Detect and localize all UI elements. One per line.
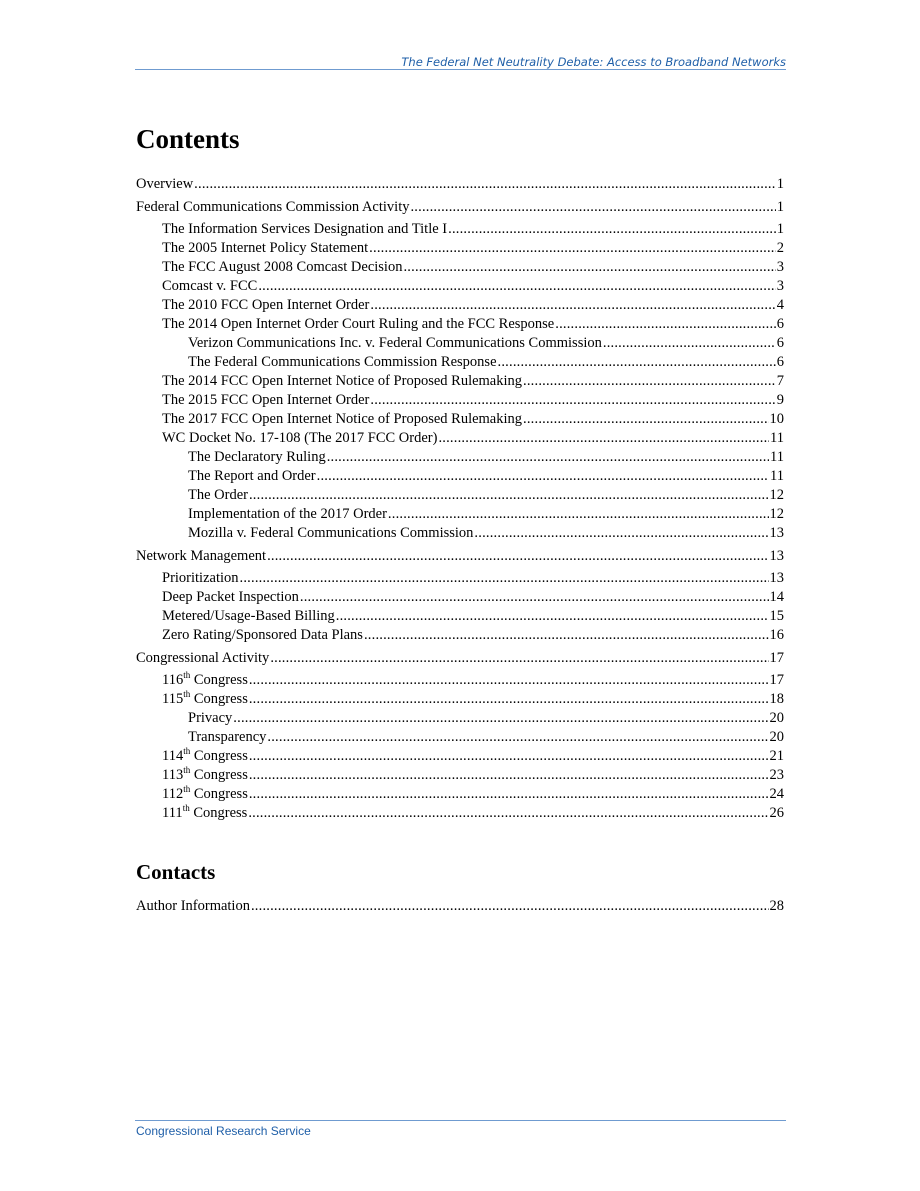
dot-leader bbox=[336, 607, 769, 626]
toc-page-number: 10 bbox=[769, 411, 784, 427]
dot-leader bbox=[249, 766, 769, 785]
table-of-contents bbox=[136, 175, 784, 823]
toc-entry[interactable] bbox=[136, 897, 784, 916]
toc-entry-label: The 2014 FCC Open Internet Notice of Proposed Rulemaking bbox=[162, 373, 523, 389]
toc-page-number: 9 bbox=[776, 392, 784, 408]
dot-leader bbox=[603, 334, 776, 353]
toc-entry[interactable] bbox=[136, 410, 784, 429]
dot-leader bbox=[267, 728, 768, 747]
dot-leader bbox=[438, 429, 769, 448]
toc-page-number: 20 bbox=[769, 710, 784, 726]
toc-entry-label: The 2017 FCC Open Internet Notice of Proposed Rulemaking bbox=[162, 411, 523, 427]
toc-page-number: 17 bbox=[769, 672, 784, 688]
congress-number: 113 bbox=[162, 767, 184, 783]
dot-leader bbox=[233, 709, 768, 728]
toc-entry-label: Transparency bbox=[188, 729, 267, 745]
toc-entry[interactable] bbox=[136, 588, 784, 607]
toc-entry[interactable] bbox=[136, 258, 784, 277]
dot-leader bbox=[300, 588, 769, 607]
toc-entry-label: The Information Services Designation and Title I bbox=[162, 221, 448, 237]
toc-entry[interactable] bbox=[136, 486, 784, 505]
toc-entry-label: The 2015 FCC Open Internet Order bbox=[162, 392, 370, 408]
dot-leader bbox=[388, 505, 769, 524]
toc-entry[interactable] bbox=[136, 785, 784, 804]
toc-entry-label: Federal Communications Commission Activity bbox=[136, 198, 410, 215]
toc-entry-label: WC Docket No. 17-108 (The 2017 FCC Order) bbox=[162, 430, 438, 446]
dot-leader bbox=[410, 198, 775, 217]
toc-entry[interactable] bbox=[136, 353, 784, 372]
dot-leader bbox=[249, 785, 769, 804]
toc-page-number: 6 bbox=[776, 316, 784, 332]
toc-page-number: 26 bbox=[769, 805, 784, 821]
toc-entry[interactable] bbox=[136, 372, 784, 391]
congress-label: Congress bbox=[193, 748, 248, 764]
dot-leader bbox=[258, 277, 775, 296]
toc-entry-label: The 2010 FCC Open Internet Order bbox=[162, 297, 370, 313]
toc-entry-label: Zero Rating/Sponsored Data Plans bbox=[162, 627, 363, 643]
congress-label: Congress bbox=[193, 805, 248, 821]
toc-page-number: 1 bbox=[776, 198, 784, 215]
toc-entry-label: Network Management bbox=[136, 547, 267, 564]
toc-entry[interactable] bbox=[136, 505, 784, 524]
toc-entry-label: Congressional Activity bbox=[136, 649, 270, 666]
toc-entry-label bbox=[162, 671, 248, 690]
toc-entry-label: The Declaratory Ruling bbox=[188, 449, 326, 465]
toc-entry[interactable] bbox=[136, 315, 784, 334]
toc-page-number: 6 bbox=[776, 335, 784, 351]
header-divider bbox=[135, 69, 786, 70]
toc-entry-label bbox=[162, 804, 247, 823]
toc-page-number: 11 bbox=[770, 449, 784, 465]
toc-entry[interactable] bbox=[136, 728, 784, 747]
dot-leader bbox=[327, 448, 769, 467]
toc-entry-label bbox=[162, 690, 248, 709]
toc-page-number: 14 bbox=[769, 589, 784, 605]
dot-leader bbox=[248, 804, 768, 823]
footer-divider bbox=[135, 1120, 786, 1121]
toc-entry-label bbox=[162, 766, 248, 785]
toc-entry[interactable] bbox=[136, 429, 784, 448]
dot-leader bbox=[370, 391, 775, 410]
toc-page-number: 15 bbox=[769, 608, 784, 624]
footer-text: Congressional Research Service bbox=[136, 1124, 311, 1138]
toc-page-number: 13 bbox=[769, 570, 784, 586]
dot-leader bbox=[267, 547, 768, 566]
toc-entry-label: Author Information bbox=[136, 898, 250, 914]
dot-leader bbox=[249, 671, 769, 690]
congress-number: 115 bbox=[162, 691, 184, 707]
toc-entry-label: Deep Packet Inspection bbox=[162, 589, 299, 605]
toc-page-number: 13 bbox=[769, 547, 784, 564]
dot-leader bbox=[249, 747, 769, 766]
toc-page-number: 12 bbox=[769, 506, 784, 522]
toc-page-number: 28 bbox=[769, 898, 784, 914]
toc-entry-label: Comcast v. FCC bbox=[162, 278, 258, 294]
toc-entry-label: Metered/Usage-Based Billing bbox=[162, 608, 335, 624]
toc-page-number: 21 bbox=[769, 748, 784, 764]
ordinal-suffix: th bbox=[183, 784, 191, 795]
toc-entry[interactable] bbox=[136, 709, 784, 728]
toc-page-number: 3 bbox=[776, 259, 784, 275]
toc-page-number: 2 bbox=[776, 240, 784, 256]
congress-label: Congress bbox=[193, 672, 248, 688]
dot-leader bbox=[249, 690, 769, 709]
toc-page-number: 4 bbox=[776, 297, 784, 313]
toc-entry-label: Verizon Communications Inc. v. Federal Communications Commission bbox=[188, 335, 602, 351]
toc-page-number: 17 bbox=[769, 649, 784, 666]
toc-page-number: 16 bbox=[769, 627, 784, 643]
dot-leader bbox=[555, 315, 776, 334]
toc-page-number: 13 bbox=[769, 525, 784, 541]
toc-page-number: 3 bbox=[776, 278, 784, 294]
toc-entry[interactable] bbox=[136, 626, 784, 645]
toc-page-number: 20 bbox=[769, 729, 784, 745]
toc-page-number: 6 bbox=[776, 354, 784, 370]
toc-entry[interactable] bbox=[136, 766, 784, 785]
toc-entry-label: Overview bbox=[136, 176, 194, 192]
toc-page-number: 7 bbox=[776, 373, 784, 389]
toc-entry[interactable] bbox=[136, 649, 784, 668]
ordinal-suffix: th bbox=[183, 670, 191, 681]
toc-entry-label: Mozilla v. Federal Communications Commission bbox=[188, 525, 474, 541]
toc-page-number: 24 bbox=[769, 786, 784, 802]
toc-entry[interactable] bbox=[136, 671, 784, 690]
toc-page-number: 11 bbox=[770, 468, 784, 484]
ordinal-suffix: th bbox=[183, 746, 191, 757]
toc-entry[interactable] bbox=[136, 569, 784, 588]
toc-entry[interactable] bbox=[136, 804, 784, 823]
toc-entry-label: Implementation of the 2017 Order bbox=[188, 506, 387, 522]
toc-page-number: 18 bbox=[769, 691, 784, 707]
congress-number: 116 bbox=[162, 672, 184, 688]
dot-leader bbox=[498, 353, 776, 372]
congress-number: 114 bbox=[162, 748, 184, 764]
toc-entry-label bbox=[162, 747, 248, 766]
contacts-title: Contacts bbox=[136, 860, 216, 884]
congress-label: Congress bbox=[193, 786, 248, 802]
toc-entry[interactable] bbox=[136, 448, 784, 467]
dot-leader bbox=[523, 372, 776, 391]
toc-entry[interactable] bbox=[136, 239, 784, 258]
toc-entry-label bbox=[162, 785, 248, 804]
toc-entry[interactable] bbox=[136, 296, 784, 315]
toc-entry[interactable] bbox=[136, 547, 784, 566]
congress-number: 111 bbox=[162, 805, 183, 821]
dot-leader bbox=[364, 626, 769, 645]
dot-leader bbox=[270, 649, 768, 668]
dot-leader bbox=[240, 569, 769, 588]
toc-entry[interactable] bbox=[136, 391, 784, 410]
toc-entry[interactable] bbox=[136, 747, 784, 766]
toc-entry[interactable] bbox=[136, 175, 784, 194]
dot-leader bbox=[317, 467, 769, 486]
toc-entry-label: The 2005 Internet Policy Statement bbox=[162, 240, 369, 256]
contents-title: Contents bbox=[136, 124, 240, 154]
dot-leader bbox=[194, 175, 776, 194]
dot-leader bbox=[251, 897, 769, 916]
toc-entry[interactable] bbox=[136, 690, 784, 709]
toc-entry-label: Privacy bbox=[188, 710, 233, 726]
running-header: The Federal Net Neutrality Debate: Access to Broadband Networks bbox=[401, 55, 786, 69]
toc-entry[interactable] bbox=[136, 277, 784, 296]
toc-entry[interactable] bbox=[136, 198, 784, 217]
contacts-list bbox=[136, 897, 784, 916]
toc-page-number: 11 bbox=[770, 430, 784, 446]
toc-entry-label: The Order bbox=[188, 487, 248, 503]
congress-number: 112 bbox=[162, 786, 184, 802]
dot-leader bbox=[249, 486, 769, 505]
toc-entry-label: The FCC August 2008 Comcast Decision bbox=[162, 259, 403, 275]
dot-leader bbox=[474, 524, 768, 543]
toc-page-number: 1 bbox=[776, 176, 784, 192]
toc-entry[interactable] bbox=[136, 334, 784, 353]
toc-entry[interactable] bbox=[136, 220, 784, 239]
toc-entry[interactable] bbox=[136, 607, 784, 626]
ordinal-suffix: th bbox=[183, 765, 191, 776]
dot-leader bbox=[369, 239, 776, 258]
dot-leader bbox=[448, 220, 776, 239]
toc-entry-label: The 2014 Open Internet Order Court Ruling and the FCC Response bbox=[162, 316, 555, 332]
toc-page-number: 23 bbox=[769, 767, 784, 783]
dot-leader bbox=[370, 296, 775, 315]
toc-entry-label: The Federal Communications Commission Response bbox=[188, 354, 497, 370]
ordinal-suffix: th bbox=[183, 689, 191, 700]
toc-entry-label: The Report and Order bbox=[188, 468, 316, 484]
toc-entry-label: Prioritization bbox=[162, 570, 239, 586]
toc-page-number: 1 bbox=[776, 221, 784, 237]
congress-label: Congress bbox=[193, 691, 248, 707]
ordinal-suffix: th bbox=[182, 803, 190, 814]
toc-entry[interactable] bbox=[136, 467, 784, 486]
toc-page-number: 12 bbox=[769, 487, 784, 503]
dot-leader bbox=[403, 258, 775, 277]
congress-label: Congress bbox=[193, 767, 248, 783]
dot-leader bbox=[523, 410, 768, 429]
toc-entry[interactable] bbox=[136, 524, 784, 543]
